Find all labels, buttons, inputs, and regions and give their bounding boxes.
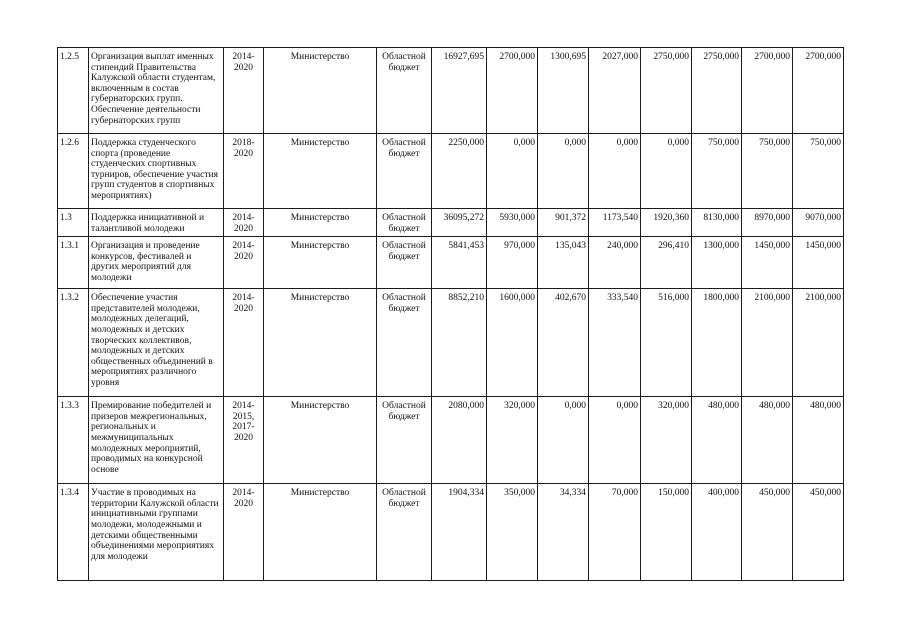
value-cell: 8970,000 <box>742 209 793 237</box>
table-row <box>58 484 844 581</box>
row-number: 1.3.2 <box>58 289 89 397</box>
value-cell: 450,000 <box>793 484 844 581</box>
value-cell: 0,000 <box>487 134 538 209</box>
value-cell: 0,000 <box>589 134 641 209</box>
executor-cell: Министерство <box>264 397 377 484</box>
executor-cell: Министерство <box>264 209 377 237</box>
row-number: 1.3.4 <box>58 484 89 581</box>
value-cell: 1920,360 <box>641 209 692 237</box>
value-cell: 1300,000 <box>692 237 742 289</box>
value-cell: 320,000 <box>487 397 538 484</box>
value-cell: 150,000 <box>641 484 692 581</box>
value-cell: 135,043 <box>538 237 589 289</box>
value-cell: 70,000 <box>589 484 641 581</box>
value-cell: 320,000 <box>641 397 692 484</box>
value-cell: 480,000 <box>692 397 742 484</box>
executor-cell: Министерство <box>264 48 377 134</box>
value-cell: 901,372 <box>538 209 589 237</box>
period-cell: 2018-2020 <box>224 134 264 209</box>
row-number: 1.3.3 <box>58 397 89 484</box>
measure-name: Поддержка инициативной и талантливой молодежи <box>89 209 224 237</box>
value-cell: 2700,000 <box>487 48 538 134</box>
measure-name: Организация и проведение конкурсов, фестивалей и других мероприятий для молодежи <box>89 237 224 289</box>
period-cell: 2014-2020 <box>224 237 264 289</box>
value-cell: 2080,000 <box>432 397 487 484</box>
value-cell: 5930,000 <box>487 209 538 237</box>
executor-cell: Министерство <box>264 134 377 209</box>
funding-source-cell: Областной бюджет <box>377 237 432 289</box>
period-cell: 2014-2020 <box>224 484 264 581</box>
table-row <box>58 397 844 484</box>
table-row <box>58 134 844 209</box>
funding-source-cell: Областной бюджет <box>377 48 432 134</box>
value-cell: 296,410 <box>641 237 692 289</box>
value-cell: 402,670 <box>538 289 589 397</box>
executor-cell: Министерство <box>264 289 377 397</box>
table-row <box>58 237 844 289</box>
value-cell: 2750,000 <box>641 48 692 134</box>
measure-name: Поддержка студенческого спорта (проведение студенческих спортивных турниров, обеспечение участия групп студентов в спортивных мероприятиях) <box>89 134 224 209</box>
value-cell: 750,000 <box>692 134 742 209</box>
value-cell: 1173,540 <box>589 209 641 237</box>
value-cell: 2250,000 <box>432 134 487 209</box>
value-cell: 1450,000 <box>742 237 793 289</box>
value-cell: 2027,000 <box>589 48 641 134</box>
value-cell: 1450,000 <box>793 237 844 289</box>
value-cell: 36095,272 <box>432 209 487 237</box>
value-cell: 516,000 <box>641 289 692 397</box>
value-cell: 0,000 <box>641 134 692 209</box>
value-cell: 450,000 <box>742 484 793 581</box>
budget-table <box>57 47 844 581</box>
value-cell: 2700,000 <box>793 48 844 134</box>
period-cell: 2014-2015, 2017-2020 <box>224 397 264 484</box>
value-cell: 1300,695 <box>538 48 589 134</box>
funding-source-cell: Областной бюджет <box>377 289 432 397</box>
measure-name: Участие в проводимых на территории Калужской области инициативными группами молодежи, молодежными и детскими общественными объединениями мероприятиях для молодежи <box>89 484 224 581</box>
value-cell: 1904,334 <box>432 484 487 581</box>
table-row <box>58 48 844 134</box>
value-cell: 1800,000 <box>692 289 742 397</box>
value-cell: 5841,453 <box>432 237 487 289</box>
value-cell: 970,000 <box>487 237 538 289</box>
funding-source-cell: Областной бюджет <box>377 397 432 484</box>
value-cell: 350,000 <box>487 484 538 581</box>
value-cell: 2700,000 <box>742 48 793 134</box>
value-cell: 8852,210 <box>432 289 487 397</box>
value-cell: 400,000 <box>692 484 742 581</box>
row-number: 1.3 <box>58 209 89 237</box>
value-cell: 0,000 <box>538 134 589 209</box>
funding-source-cell: Областной бюджет <box>377 484 432 581</box>
value-cell: 16927,695 <box>432 48 487 134</box>
table-row <box>58 209 844 237</box>
period-cell: 2014-2020 <box>224 209 264 237</box>
measure-name: Обеспечение участия представителей молодежи, молодежных делегаций, молодежных и детских творческих коллективов, молодежных и детских общественных объединений в мероприятиях различного уровня <box>89 289 224 397</box>
period-cell: 2014-2020 <box>224 48 264 134</box>
value-cell: 1600,000 <box>487 289 538 397</box>
measure-name: Премирование победителей и призеров межрегиональных, региональных и межмуниципальных молодежных мероприятий, проводимых на конкурсной основе <box>89 397 224 484</box>
value-cell: 750,000 <box>793 134 844 209</box>
value-cell: 240,000 <box>589 237 641 289</box>
value-cell: 0,000 <box>589 397 641 484</box>
row-number: 1.3.1 <box>58 237 89 289</box>
value-cell: 34,334 <box>538 484 589 581</box>
executor-cell: Министерство <box>264 237 377 289</box>
executor-cell: Министерство <box>264 484 377 581</box>
row-number: 1.2.5 <box>58 48 89 134</box>
row-number: 1.2.6 <box>58 134 89 209</box>
value-cell: 8130,000 <box>692 209 742 237</box>
period-cell: 2014-2020 <box>224 289 264 397</box>
value-cell: 2750,000 <box>692 48 742 134</box>
table-row <box>58 289 844 397</box>
value-cell: 750,000 <box>742 134 793 209</box>
value-cell: 9070,000 <box>793 209 844 237</box>
value-cell: 333,540 <box>589 289 641 397</box>
funding-source-cell: Областной бюджет <box>377 209 432 237</box>
value-cell: 480,000 <box>793 397 844 484</box>
value-cell: 0,000 <box>538 397 589 484</box>
value-cell: 480,000 <box>742 397 793 484</box>
funding-source-cell: Областной бюджет <box>377 134 432 209</box>
value-cell: 2100,000 <box>793 289 844 397</box>
measure-name: Организация выплат именных стипендий Правительства Калужской области студентам, включенным в состав губернаторских групп. Обеспечение деятельности губернаторских групп <box>89 48 224 134</box>
value-cell: 2100,000 <box>742 289 793 397</box>
